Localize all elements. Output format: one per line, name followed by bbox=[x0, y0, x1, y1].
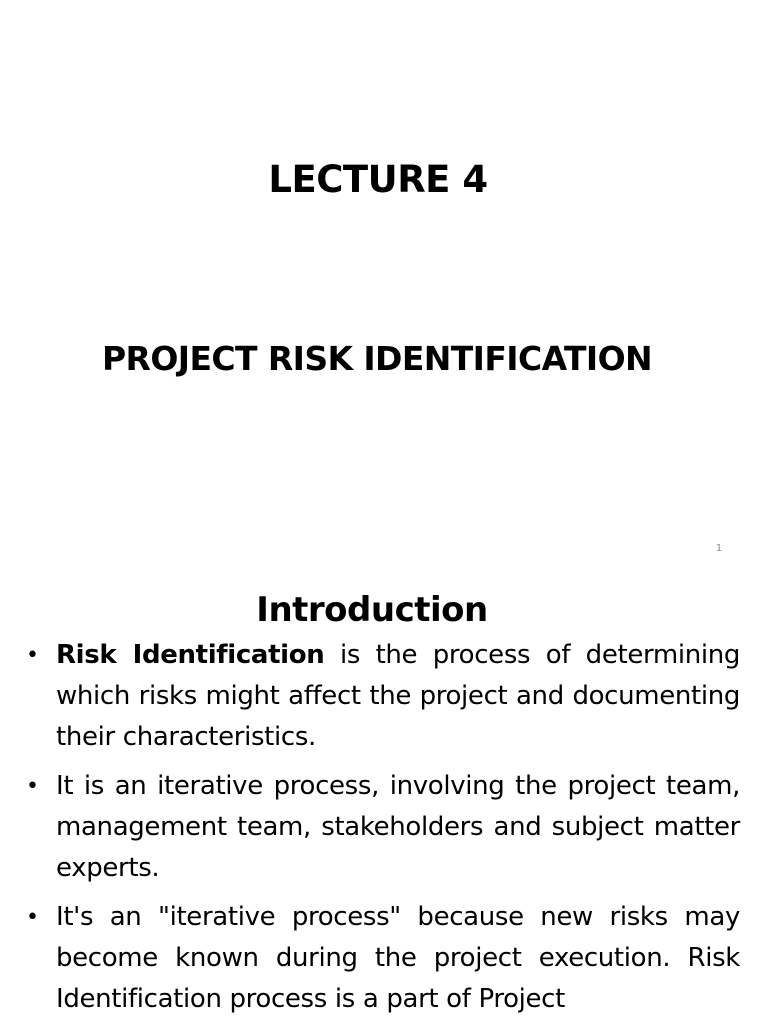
lecture-title: LECTURE 4 bbox=[268, 158, 488, 201]
bullet-item bbox=[26, 897, 740, 1020]
bullet-item bbox=[26, 766, 740, 889]
bullet-dot-icon: • bbox=[26, 774, 39, 799]
bullet-text: It is an iterative process, involving the project team, management team, stakeholders and subject matter experts. bbox=[56, 771, 740, 883]
bullet-dot-icon: • bbox=[26, 643, 39, 668]
introduction-slide bbox=[0, 576, 768, 1024]
bullet-dot-icon: • bbox=[26, 905, 39, 930]
bullet-bold-term: Risk Identification bbox=[56, 640, 325, 670]
bullet-text: It's an "iterative process" because new risks may become known during the project execution. Risk Identification process is a part of Project bbox=[56, 902, 740, 1014]
bullet-text: is the process of determining which risks might affect the project and documenting their characteristics. bbox=[56, 640, 740, 752]
bullet-item bbox=[26, 635, 740, 758]
introduction-title: Introduction bbox=[256, 590, 488, 630]
topic-title: PROJECT RISK IDENTIFICATION bbox=[101, 339, 653, 378]
bullet-list bbox=[26, 635, 740, 1024]
slide-page-number: 1 bbox=[715, 543, 723, 554]
